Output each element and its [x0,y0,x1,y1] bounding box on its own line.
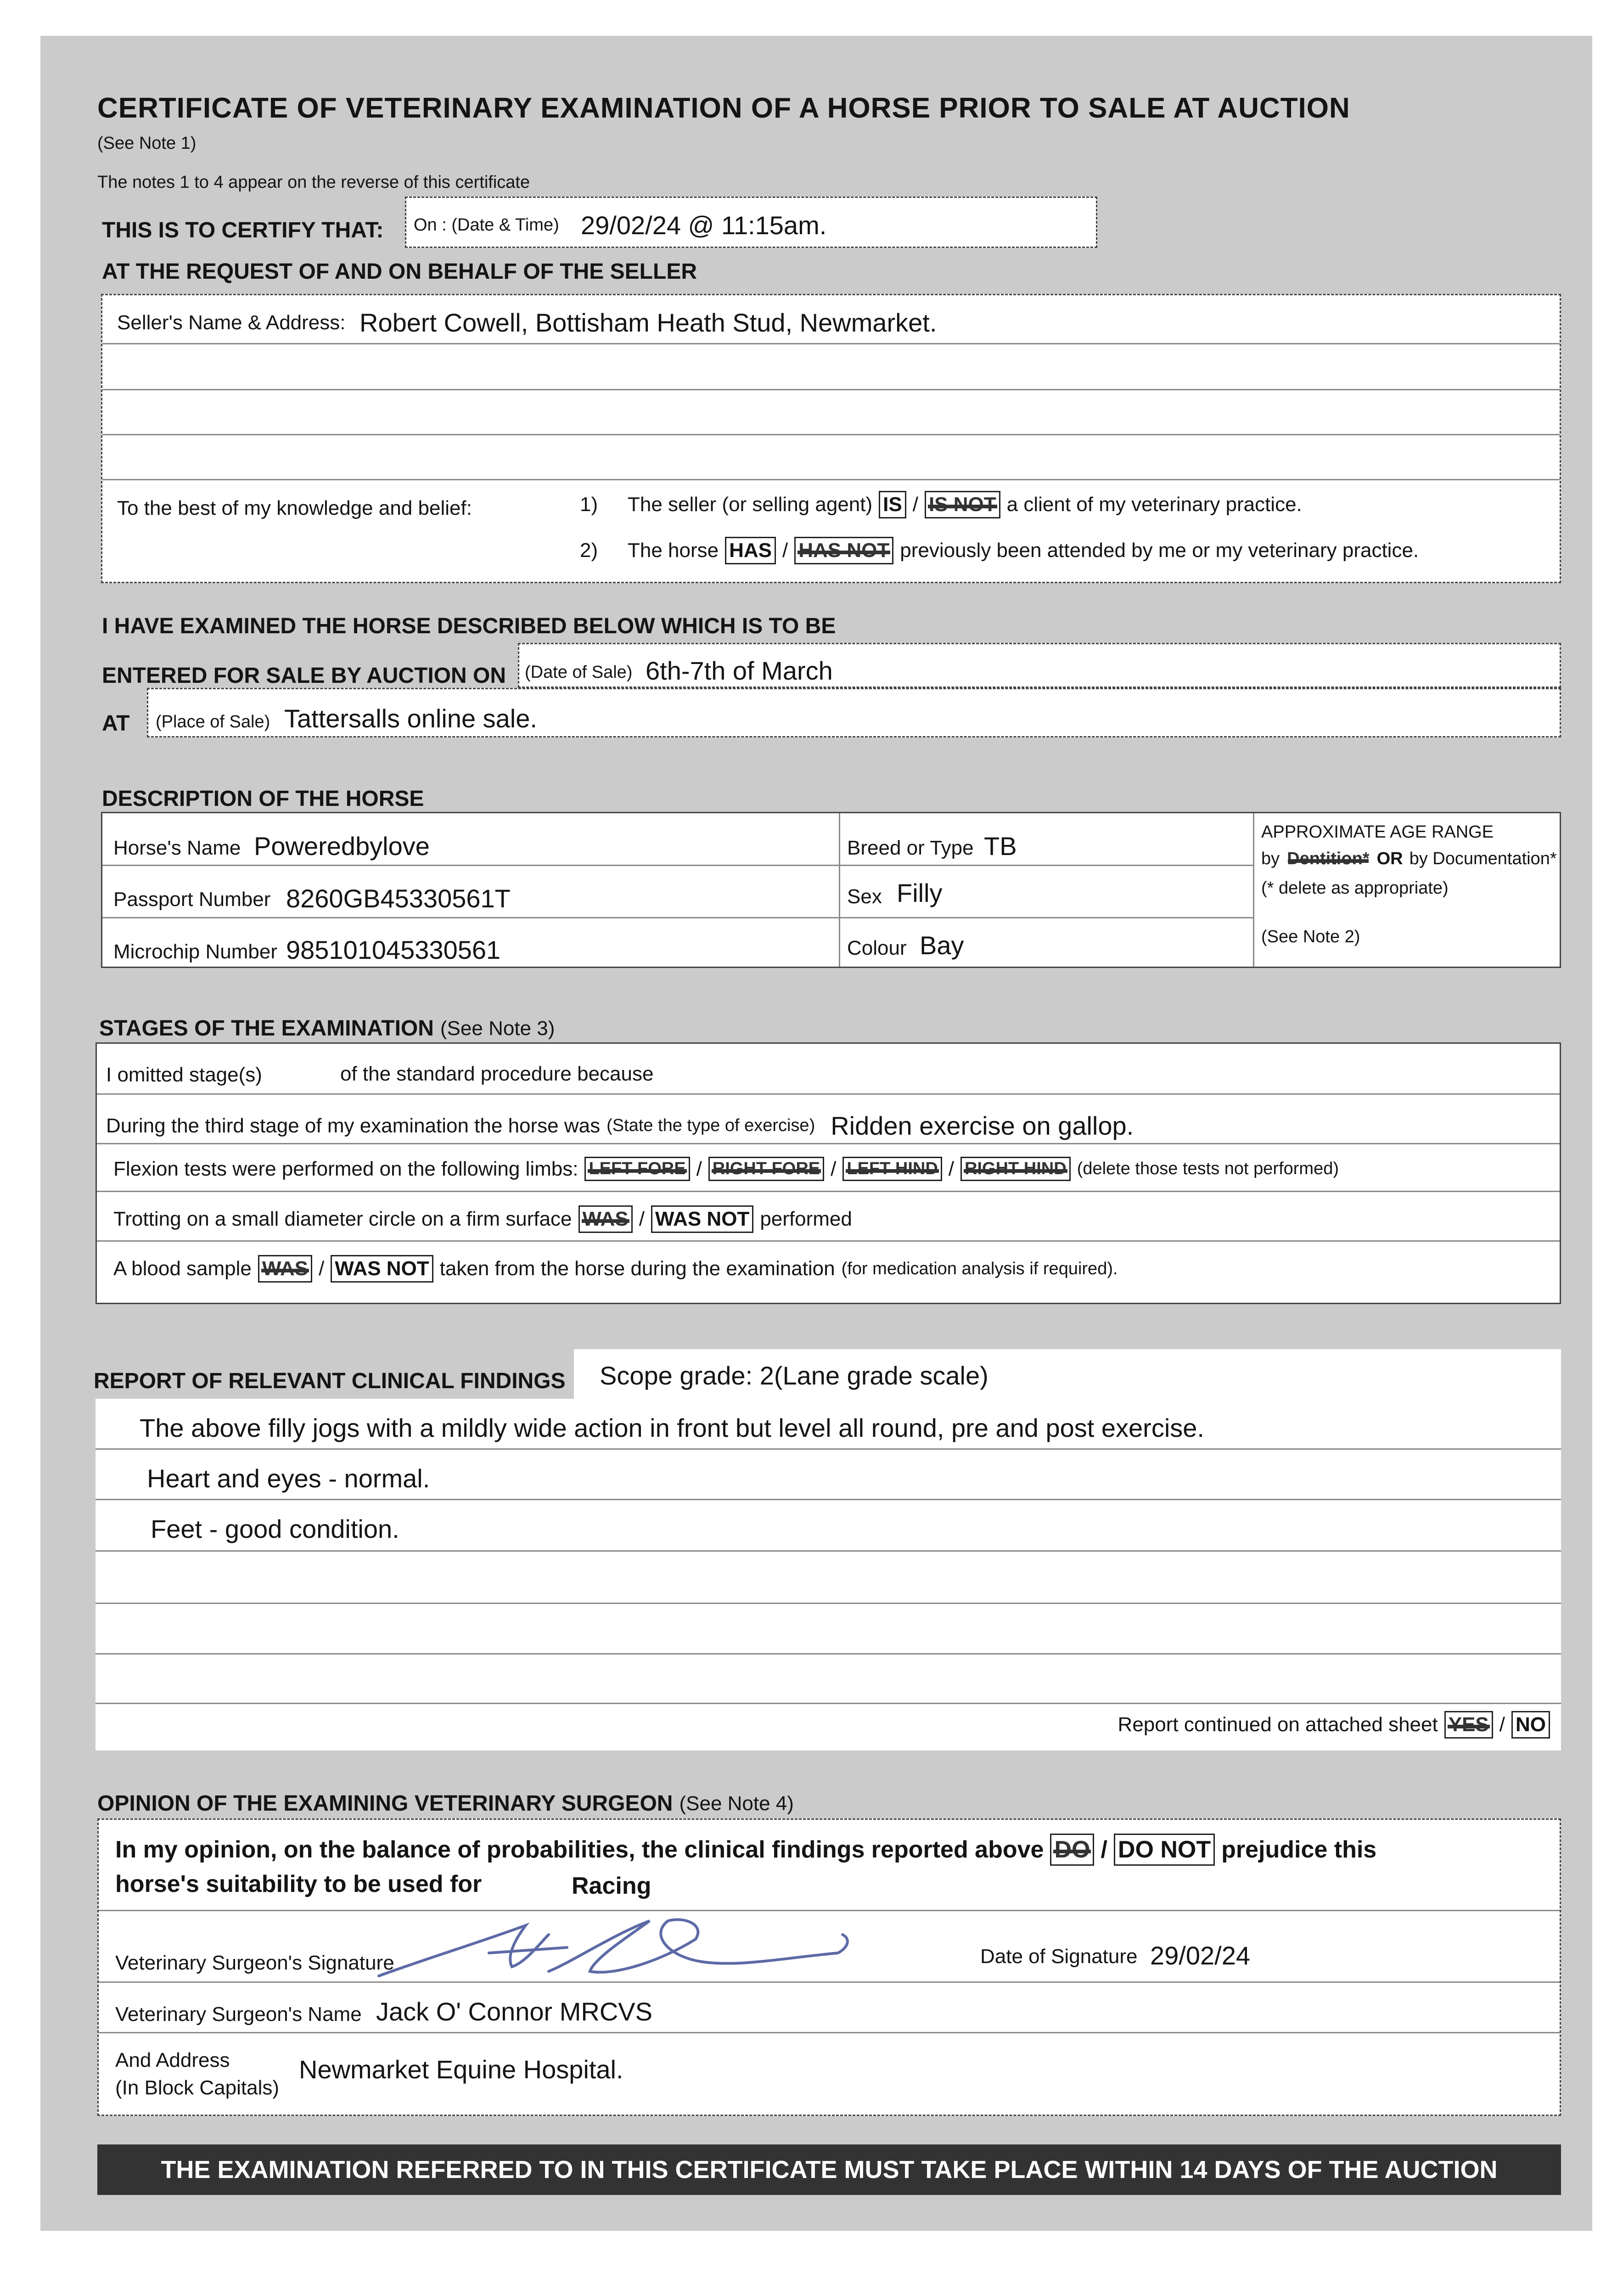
date-of-signature-value: 29/02/24 [1150,1941,1250,1970]
trotting-label: Trotting on a small diameter circle on a firm surface [113,1208,572,1230]
do-not-option[interactable]: DO NOT [1114,1834,1215,1866]
surgeon-name-label: Veterinary Surgeon's Name [115,2003,362,2026]
stages-see-note-3: (See Note 3) [440,1017,555,1040]
statement-2-text: The horse [628,539,719,562]
colour-label: Colour [847,937,907,959]
horse-name-label: Horse's Name [113,837,241,859]
footer-banner-text: THE EXAMINATION REFERRED TO IN THIS CERTIFICATE MUST TAKE PLACE WITHIN 14 DAYS OF THE AUCTION [161,2156,1498,2183]
finding-line-3: Feet - good condition. [151,1514,399,1543]
opinion-see-note-4: (See Note 4) [679,1792,794,1815]
statement-1-end: a client of my veterinary practice. [1006,493,1302,516]
omitted-because: of the standard procedure because [340,1063,654,1085]
notes-line: The notes 1 to 4 appear on the reverse of this certificate [97,173,530,192]
separator: / [1101,1836,1107,1863]
continued-no-option[interactable]: NO [1511,1711,1550,1739]
opinion-line-2: horse's suitability to be used for [115,1871,482,1897]
scope-grade: Scope grade: 2(Lane grade scale) [600,1361,988,1390]
certificate-title: CERTIFICATE OF VETERINARY EXAMINATION OF A HORSE PRIOR TO SALE AT AUCTION [97,92,1350,124]
at-label: AT [102,711,130,736]
microchip-label: Microchip Number [113,940,277,963]
place-of-sale-field[interactable] [147,688,1561,737]
dentition-struck[interactable]: Dentition* [1287,849,1370,868]
flexion-label: Flexion tests were performed on the following limbs: [113,1157,578,1180]
continued-label: Report continued on attached sheet [1118,1713,1438,1736]
trot-was-not-option[interactable]: WAS NOT [651,1205,753,1233]
date-time-label: On : (Date & Time) [414,215,559,235]
age-range-title: APPROXIMATE AGE RANGE [1261,822,1494,842]
date-of-signature-label: Date of Signature [980,1945,1138,1968]
signature-label: Veterinary Surgeon's Signature [115,1952,394,1974]
finding-line-2: Heart and eyes - normal. [147,1464,430,1493]
statement-1 [580,491,1302,518]
flex-left-hind-struck[interactable]: LEFT HIND [842,1157,942,1181]
report-heading: REPORT OF RELEVANT CLINICAL FINDINGS [94,1369,566,1393]
is-not-option-struck[interactable]: IS NOT [925,491,1000,518]
sex-value: Filly [897,878,943,907]
age-by: by [1261,849,1280,868]
has-option[interactable]: HAS [725,537,776,564]
address-value: Newmarket Equine Hospital. [299,2055,623,2084]
see-note-1: (See Note 1) [97,134,197,153]
third-stage-label: During the third stage of my examination the horse was [106,1114,601,1137]
flexion-row [113,1157,1339,1181]
stages-table [95,1042,1561,1304]
trotting-performed: performed [760,1208,852,1230]
breed-value: TB [984,832,1017,861]
opinion-line-1 [115,1834,1376,1866]
passport-label: Passport Number [113,888,271,911]
surgeon-name-value: Jack O' Connor MRCVS [376,1997,652,2026]
address-block-capitals: (In Block Capitals) [115,2077,280,2099]
sex-label: Sex [847,885,882,908]
request-label: AT THE REQUEST OF AND ON BEHALF OF THE SELLER [102,259,697,284]
separator: / [639,1208,645,1230]
age-see-note-2: (See Note 2) [1261,927,1360,946]
seller-section [101,294,1561,583]
place-of-sale-label: (Place of Sale) [156,712,270,732]
flex-left-fore-struck[interactable]: LEFT FORE [584,1157,690,1181]
statement-2-end: previously been attended by me or my veterinary practice. [900,539,1419,562]
blood-sample-hint: (for medication analysis if required). [841,1259,1118,1278]
auction-on-label: ENTERED FOR SALE BY AUCTION ON [102,664,506,688]
description-table [101,812,1561,968]
passport-value: 8260GB45330561T [286,884,511,913]
opinion-text: In my opinion, on the balance of probabilities, the clinical findings reported above [115,1836,1044,1863]
omitted-label: I omitted stage(s) [106,1064,262,1086]
signature-image [374,1907,907,1985]
age-delete-note: (* delete as appropriate) [1261,878,1449,898]
finding-line-1: The above filly jogs with a mildly wide action in front but level all round, pre and post exercise. [140,1413,1204,1442]
trot-was-struck[interactable]: WAS [578,1205,633,1233]
separator: / [948,1157,955,1180]
belief-label: To the best of my knowledge and belief: [117,497,472,519]
horse-name-value: Poweredbylove [254,832,430,861]
statement-2-number: 2) [580,539,598,562]
examined-line: I HAVE EXAMINED THE HORSE DESCRIBED BELOW WHICH IS TO BE [102,614,836,638]
is-option[interactable]: IS [879,491,906,518]
blood-was-struck[interactable]: WAS [258,1255,312,1283]
blood-was-not-option[interactable]: WAS NOT [331,1255,433,1283]
separator: / [831,1157,837,1180]
scope-field [574,1349,1561,1399]
do-struck[interactable]: DO [1050,1834,1094,1866]
age-range-method [1261,849,1557,869]
description-heading: DESCRIPTION OF THE HORSE [102,787,424,811]
separator: / [1499,1713,1505,1736]
date-time-value: 29/02/24 @ 11:15am. [581,211,827,240]
report-findings [95,1399,1561,1750]
stages-heading [99,1016,555,1041]
date-of-sale-value: 6th-7th of March [646,656,833,685]
separator: / [319,1257,325,1280]
seller-label: Seller's Name & Address: [117,311,346,334]
separator: / [696,1157,702,1180]
date-of-sale-field[interactable] [518,643,1561,688]
statement-1-number: 1) [580,493,598,516]
suitability-use: Racing [572,1873,651,1899]
has-not-option-struck[interactable]: HAS NOT [794,537,893,564]
date-of-sale-label: (Date of Sale) [525,663,633,682]
flex-right-fore-struck[interactable]: RIGHT FORE [708,1157,824,1181]
place-of-sale-value: Tattersalls online sale. [284,704,537,733]
address-label: And Address [115,2049,230,2071]
opinion-heading [97,1791,794,1816]
separator: / [912,493,918,516]
certify-label: THIS IS TO CERTIFY THAT: [102,218,384,242]
statement-2 [580,537,1419,564]
blood-sample-label: A blood sample [113,1257,252,1280]
continued-row [1118,1711,1550,1739]
date-time-field[interactable] [405,197,1097,248]
continued-yes-struck[interactable]: YES [1444,1711,1493,1739]
seller-value: Robert Cowell, Bottisham Heath Stud, Newmarket. [359,308,937,337]
blood-sample-taken: taken from the horse during the examination [439,1257,835,1280]
blood-sample-row [113,1255,1118,1283]
age-or: OR [1376,849,1403,868]
opinion-text-end: prejudice this [1221,1836,1377,1863]
footer-banner [97,2144,1561,2195]
flexion-delete-note: (delete those tests not performed) [1077,1159,1339,1178]
breed-label: Breed or Type [847,837,974,859]
statement-1-text: The seller (or selling agent) [628,493,873,516]
separator: / [782,539,788,562]
opinion-heading-text: OPINION OF THE EXAMINING VETERINARY SURGEON [97,1791,673,1816]
colour-value: Bay [920,931,964,960]
third-stage-row [106,1111,1134,1141]
exercise-type-hint: (State the type of exercise) [607,1116,815,1135]
exercise-type-value: Ridden exercise on gallop. [831,1111,1134,1140]
microchip-value: 985101045330561 [286,935,501,964]
flex-right-hind-struck[interactable]: RIGHT HIND [960,1157,1071,1181]
stages-heading-text: STAGES OF THE EXAMINATION [99,1016,434,1041]
trotting-row [113,1205,852,1233]
by-documentation[interactable]: by Documentation* [1409,849,1557,868]
opinion-section [97,1818,1561,2116]
